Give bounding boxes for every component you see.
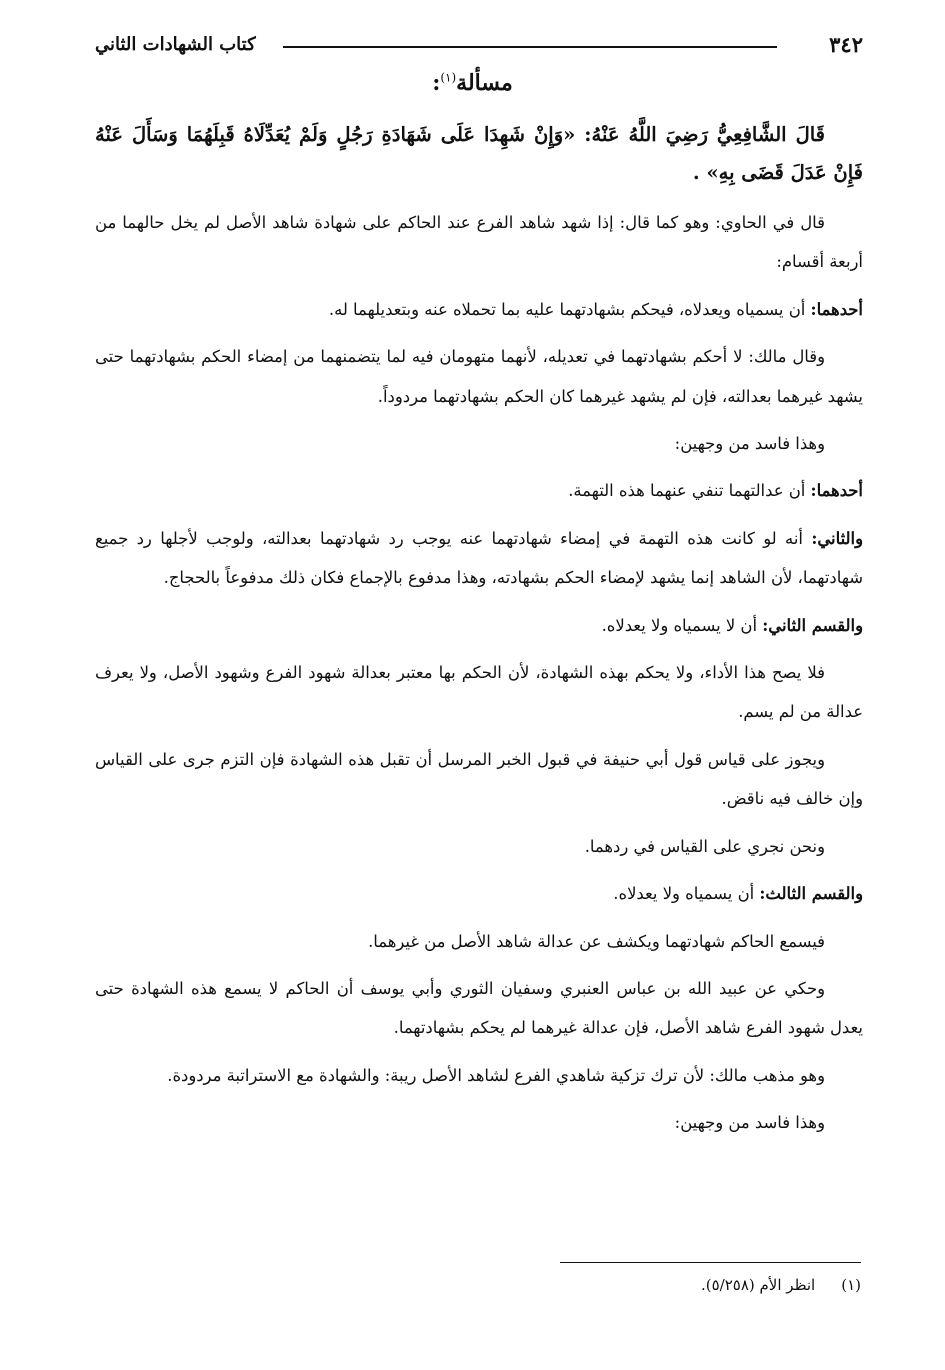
paragraph — [95, 653, 863, 732]
paragraph — [95, 922, 863, 961]
paragraph-text: فيسمع الحاكم شهادتهما ويكشف عن عدالة شاهد الأصل من غيرهما. — [368, 931, 825, 951]
main-text — [95, 203, 863, 1151]
paragraph-text: وهو مذهب مالك: لأن ترك تزكية شاهدي الفرع لشاهد الأصل ريبة: والشهادة مع الاستراتبة مردودة. — [167, 1065, 825, 1085]
paragraph-text: أن لا يسمياه ولا يعدلاه. — [601, 615, 758, 635]
paragraph-text: أن يسمياه ولا يعدلاه. — [613, 884, 755, 904]
paragraph — [95, 290, 863, 329]
paragraph-text: أن عدالتهما تنفي عنهما هذه التهمة. — [568, 481, 806, 501]
paragraph-text: أن يسمياه ويعدلاه، فيحكم بشهادتهما عليه بما تحملاه عنه وبتعديلهما له. — [328, 299, 806, 319]
paragraph-text: قال في الحاوي: وهو كما قال: إذا شهد شاهد الفرع عند الحاكم على شهادة شاهد الأصل لم يخل حالهما من أربعة أقسام: — [95, 213, 863, 272]
paragraph — [95, 1056, 863, 1095]
paragraph — [95, 424, 863, 463]
paragraph-text: وهذا فاسد من وجهين: — [674, 434, 825, 454]
heading-text: مسألة — [456, 70, 513, 96]
footnote-text: انظر الأم (٥/٢٥٨). — [700, 1276, 816, 1294]
paragraph — [95, 519, 863, 598]
paragraph-text: ونحن نجري على القياس في ردهما. — [584, 836, 825, 856]
paragraph-text: أنه لو كانت هذه التهمة في إمضاء شهادتهما عنه يوجب رد شهادتهما بعدالته، ولوجب لأجلها رد جميع شهادتهما، لأن الشاهد إنما يشهد لإمضاء الحكم بشهادته، وهذا مدفوع بالإجماع فكان ذلك مدفوعاً بالحجاج. — [95, 528, 863, 588]
paragraph-text: ويجوز على قياس قول أبي حنيفة في قبول الخبر المرسل أن تقبل هذه الشهادة فإن التزم جرى على القياس وإن خالف فيه ناقض. — [95, 749, 863, 809]
paragraph-lead: أحدهما: — [810, 481, 863, 501]
paragraph-lead: أحدهما: — [810, 299, 863, 319]
footnote — [701, 1276, 861, 1294]
paragraph — [95, 827, 863, 866]
footnote-marker: (١) — [841, 1276, 861, 1294]
paragraph — [95, 874, 863, 913]
heading-colon: : — [432, 70, 441, 96]
page-number: ٣٤٢ — [829, 32, 863, 57]
paragraph-text: وقال مالك: لا أحكم بشهادتهما في تعديله، لأنهما متهومان فيه لما يتضمنهما من إمضاء الحكم بشهادتهما حتى يشهد غيرهما بعدالته، فإن لم يشهد غيرهما كان الحكم بشهادتهما مردوداً. — [95, 347, 863, 406]
paragraph — [95, 740, 863, 819]
paragraph — [95, 606, 863, 645]
page-header — [95, 26, 863, 66]
quoted-text: قَالَ الشَّافِعِيُّ رَضِيَ اللَّهُ عَنْهُ: «وَإِنْ شَهِدَا عَلَى شَهَادَةِ رَجُلٍ وَلَمْ يُعَدِّلَاهُ قَبِلَهُمَا وَسَأَلَ عَنْهُ فَإِنْ عَدَلَ قَضَى بِهِ» . — [95, 123, 863, 184]
header-rule — [283, 46, 777, 48]
footnote-reference: (١) — [440, 70, 457, 85]
paragraph — [95, 969, 863, 1048]
running-title: كتاب الشهادات الثاني — [95, 34, 256, 55]
paragraph-text: فلا يصح هذا الأداء، ولا يحكم بهذه الشهادة، لأن الحكم بها معتبر بعدالة شهود الفرع وشهود الأصل، ولا يعرف عدالة من لم يسم. — [95, 663, 863, 722]
paragraph-text: وهذا فاسد من وجهين: — [674, 1113, 825, 1133]
section-heading — [0, 70, 945, 96]
paragraph-lead: والثاني: — [811, 528, 863, 548]
paragraph-lead: والقسم الثالث: — [759, 884, 863, 904]
paragraph — [95, 1103, 863, 1142]
paragraph-lead: والقسم الثاني: — [762, 615, 863, 635]
paragraph-text: وحكي عن عبيد الله بن عباس العنبري وسفيان الثوري وأبي يوسف أن الحاكم لا يسمع هذه الشهادة حتى يعدل شهود الفرع شاهد الأصل، فإن عدالة غيرهما لم يحكم بشهادتهما. — [95, 978, 863, 1038]
paragraph — [95, 471, 863, 510]
paragraph — [95, 203, 863, 282]
footnote-rule — [560, 1262, 861, 1263]
paragraph — [95, 337, 863, 416]
